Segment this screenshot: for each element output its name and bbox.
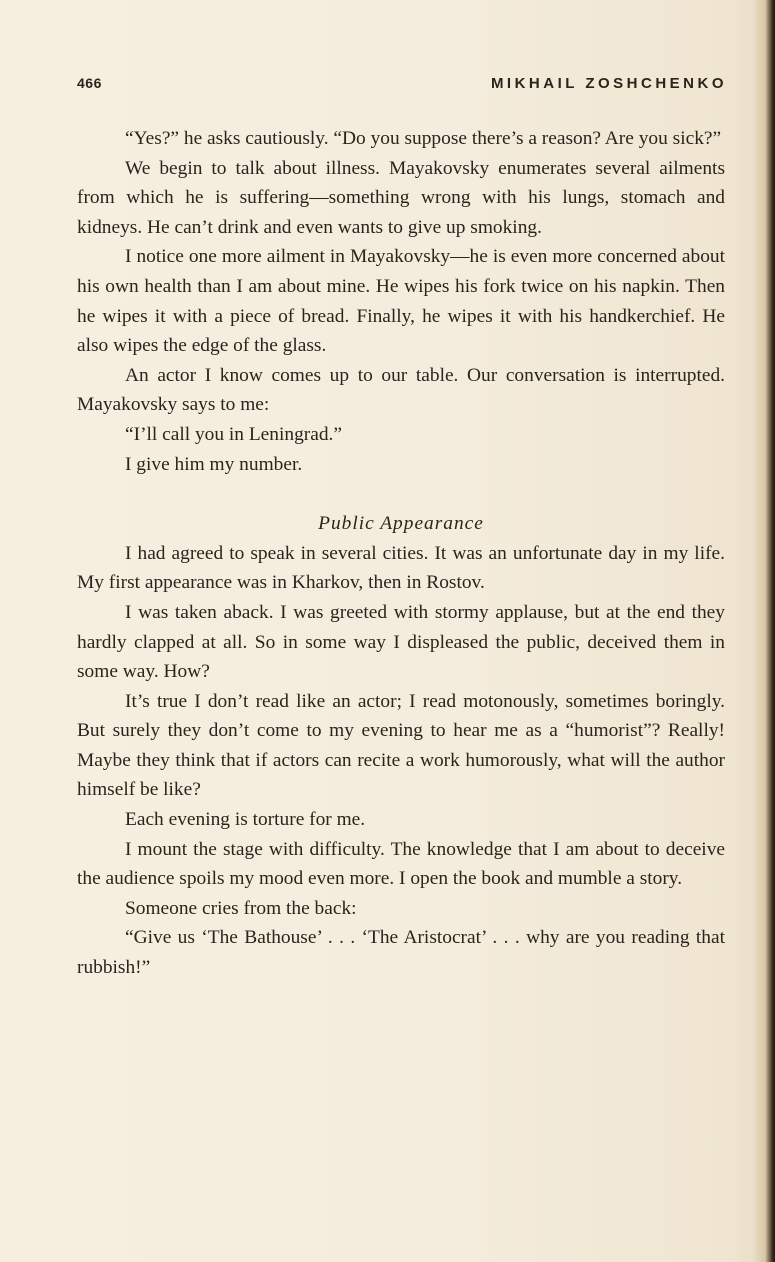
paragraph: It’s true I don’t read like an actor; I read motonously, sometimes boringly. But surely they don’t come to my evening to hear me as a “humorist”? Really! Maybe they think that if actors can recite a work humorously, what will the author himself be like?	[77, 690, 725, 801]
paragraph: I had agreed to speak in several cities. It was an unfortunate day in my life. My first appearance was in Kharkov, then in Rostov.	[77, 542, 725, 594]
paragraph: An actor I know comes up to our table. Our conversation is interrupted. Mayakovsky says to me:	[77, 364, 725, 416]
section-title: Public Appearance	[318, 513, 484, 535]
paragraph: I give him my number.	[125, 453, 303, 475]
paragraph: “Give us ‘The Bathouse’ . . . ‘The Aristocrat’ . . . why are you reading that rubbish!”	[77, 927, 725, 979]
paragraph: I was taken aback. I was greeted with stormy applause, but at the end they hardly clapped at all. So in some way I displeased the public, deceived them in some way. How?	[77, 601, 725, 683]
page-header	[77, 75, 727, 99]
running-head: MIKHAIL ZOSHCHENKO	[490, 75, 727, 92]
paragraph: Each evening is torture for me.	[125, 809, 366, 831]
paragraph: We begin to talk about illness. Mayakovsky enumerates several ailments from which he is suffering—something wrong with his lungs, stomach and kidneys. He can’t drink and even wants to give up smoking.	[77, 157, 725, 238]
body-text	[77, 124, 725, 983]
paragraph: “I’ll call you in Leningrad.”	[125, 423, 342, 445]
page-number: 466	[77, 75, 102, 91]
paragraph: “Yes?” he asks cautiously. “Do you suppose there’s a reason? Are you sick?”	[125, 128, 722, 149]
book-spine-shadow	[753, 0, 775, 1262]
paragraph: I mount the stage with difficulty. The knowledge that I am about to deceive the audience spoils my mood even more. I open the book and mumble a story.	[77, 838, 725, 890]
paragraph: Someone cries from the back:	[125, 897, 357, 919]
paragraph: I notice one more ailment in Mayakovsky—he is even more concerned about his own health than I am about mine. He wipes his fork twice on his napkin. Then he wipes it with a piece of bread. Finally, he wipes it with his handkerchief. He also wipes the edge of the glass.	[77, 246, 725, 357]
